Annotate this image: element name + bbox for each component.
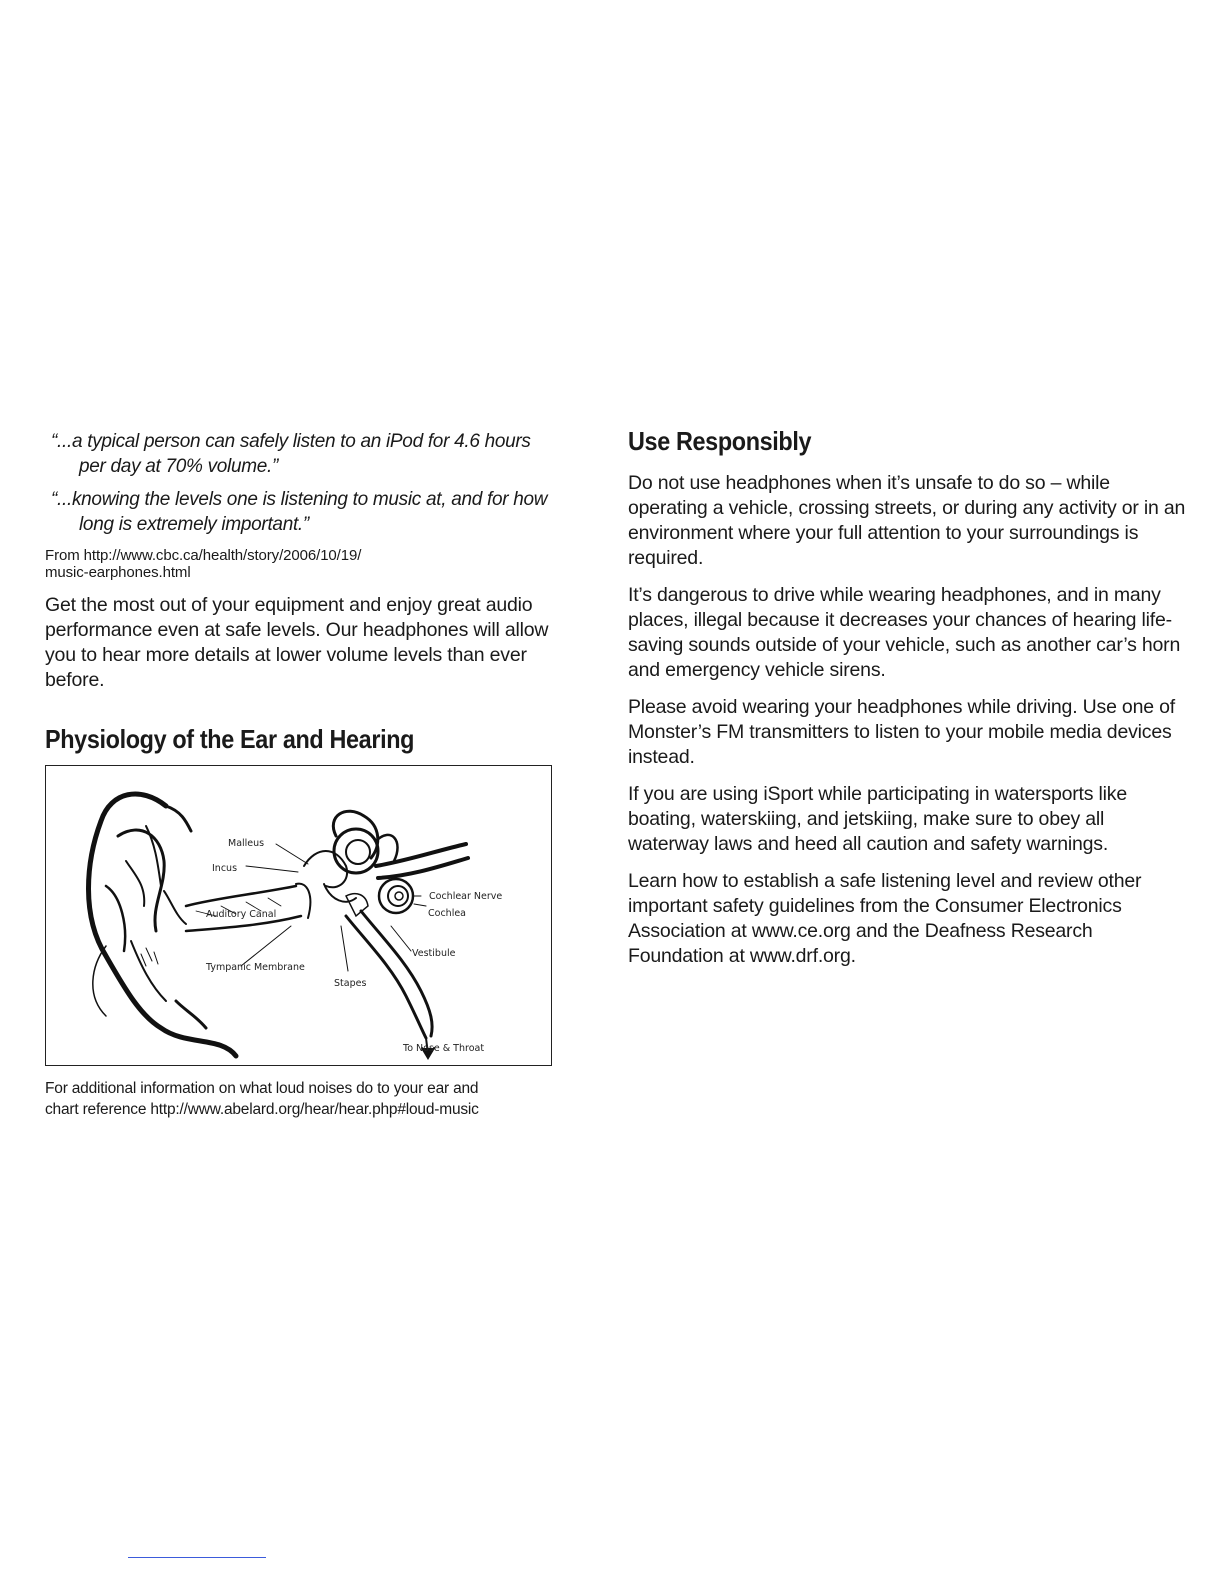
use-responsibly-heading: Use Responsibly — [628, 426, 812, 456]
paragraph-fm-transmitters: Please avoid wearing your headphones while driving. Use one of Monster’s FM transmitters to listen to your mobile media devices instead. — [628, 696, 1175, 768]
label-tympanic-membrane: Tympanic Membrane — [206, 962, 305, 973]
source-line-1: From http://www.cbc.ca/health/story/2006/10/19/ — [45, 547, 362, 564]
quote-2: “...knowing the levels one is listening to music at, and for how long is extremely important.” — [51, 489, 548, 535]
footer-rule — [128, 1557, 266, 1558]
label-cochlear-nerve: Cochlear Nerve — [429, 891, 503, 902]
quote-source — [45, 547, 560, 581]
paragraph-driving-danger: It’s dangerous to drive while wearing headphones, and in many places, illegal because it decreases your chances of hearing life-saving sounds outside of your vehicle, such as another car’s horn and emergency vehicle sirens. — [628, 584, 1181, 681]
label-to-nose-throat: To Nose & Throat — [403, 1043, 485, 1054]
label-incus: Incus — [212, 863, 238, 874]
ear-diagram-drawing — [46, 766, 553, 1067]
label-malleus: Malleus — [228, 838, 265, 849]
physiology-heading: Physiology of the Ear and Hearing — [45, 724, 415, 754]
paragraph-unsafe: Do not use headphones when it’s unsafe to do so – while operating a vehicle, crossing streets, or during any activity or in an environment where your full attention to your surroundings is required. — [628, 472, 1186, 569]
label-vestibule: Vestibule — [412, 948, 456, 959]
left-column — [45, 425, 560, 1120]
label-cochlea: Cochlea — [428, 908, 466, 919]
right-column — [628, 425, 1188, 981]
figure-caption — [45, 1078, 560, 1120]
intro-paragraph: Get the most out of your equipment and enjoy great audio performance even at safe levels. Our headphones will allow you to hear more details at lower volume levels than ever before. — [45, 594, 549, 691]
paragraph-watersports: If you are using iSport while participating in watersports like boating, waterskiing, and jetskiing, make sure to obey all waterway laws and heed all caution and safety warnings. — [628, 783, 1127, 855]
label-stapes: Stapes — [334, 978, 367, 989]
caption-line-1: For additional information on what loud noises do to your ear and — [45, 1080, 479, 1097]
label-auditory-canal: Auditory Canal — [206, 909, 277, 920]
paragraph-safety-guidelines: Learn how to establish a safe listening level and review other important safety guidelines from the Consumer Electronics Association at www.ce.org and the Deafness Research Foundation at www.drf.org. — [628, 870, 1142, 967]
quote-1: “...a typical person can safely listen to an iPod for 4.6 hours per day at 70% volume.” — [51, 431, 531, 477]
source-line-2: music-earphones.html — [45, 564, 191, 581]
ear-diagram — [45, 765, 552, 1066]
caption-line-2: chart reference http://www.abelard.org/hear/hear.php#loud-music — [45, 1101, 479, 1118]
